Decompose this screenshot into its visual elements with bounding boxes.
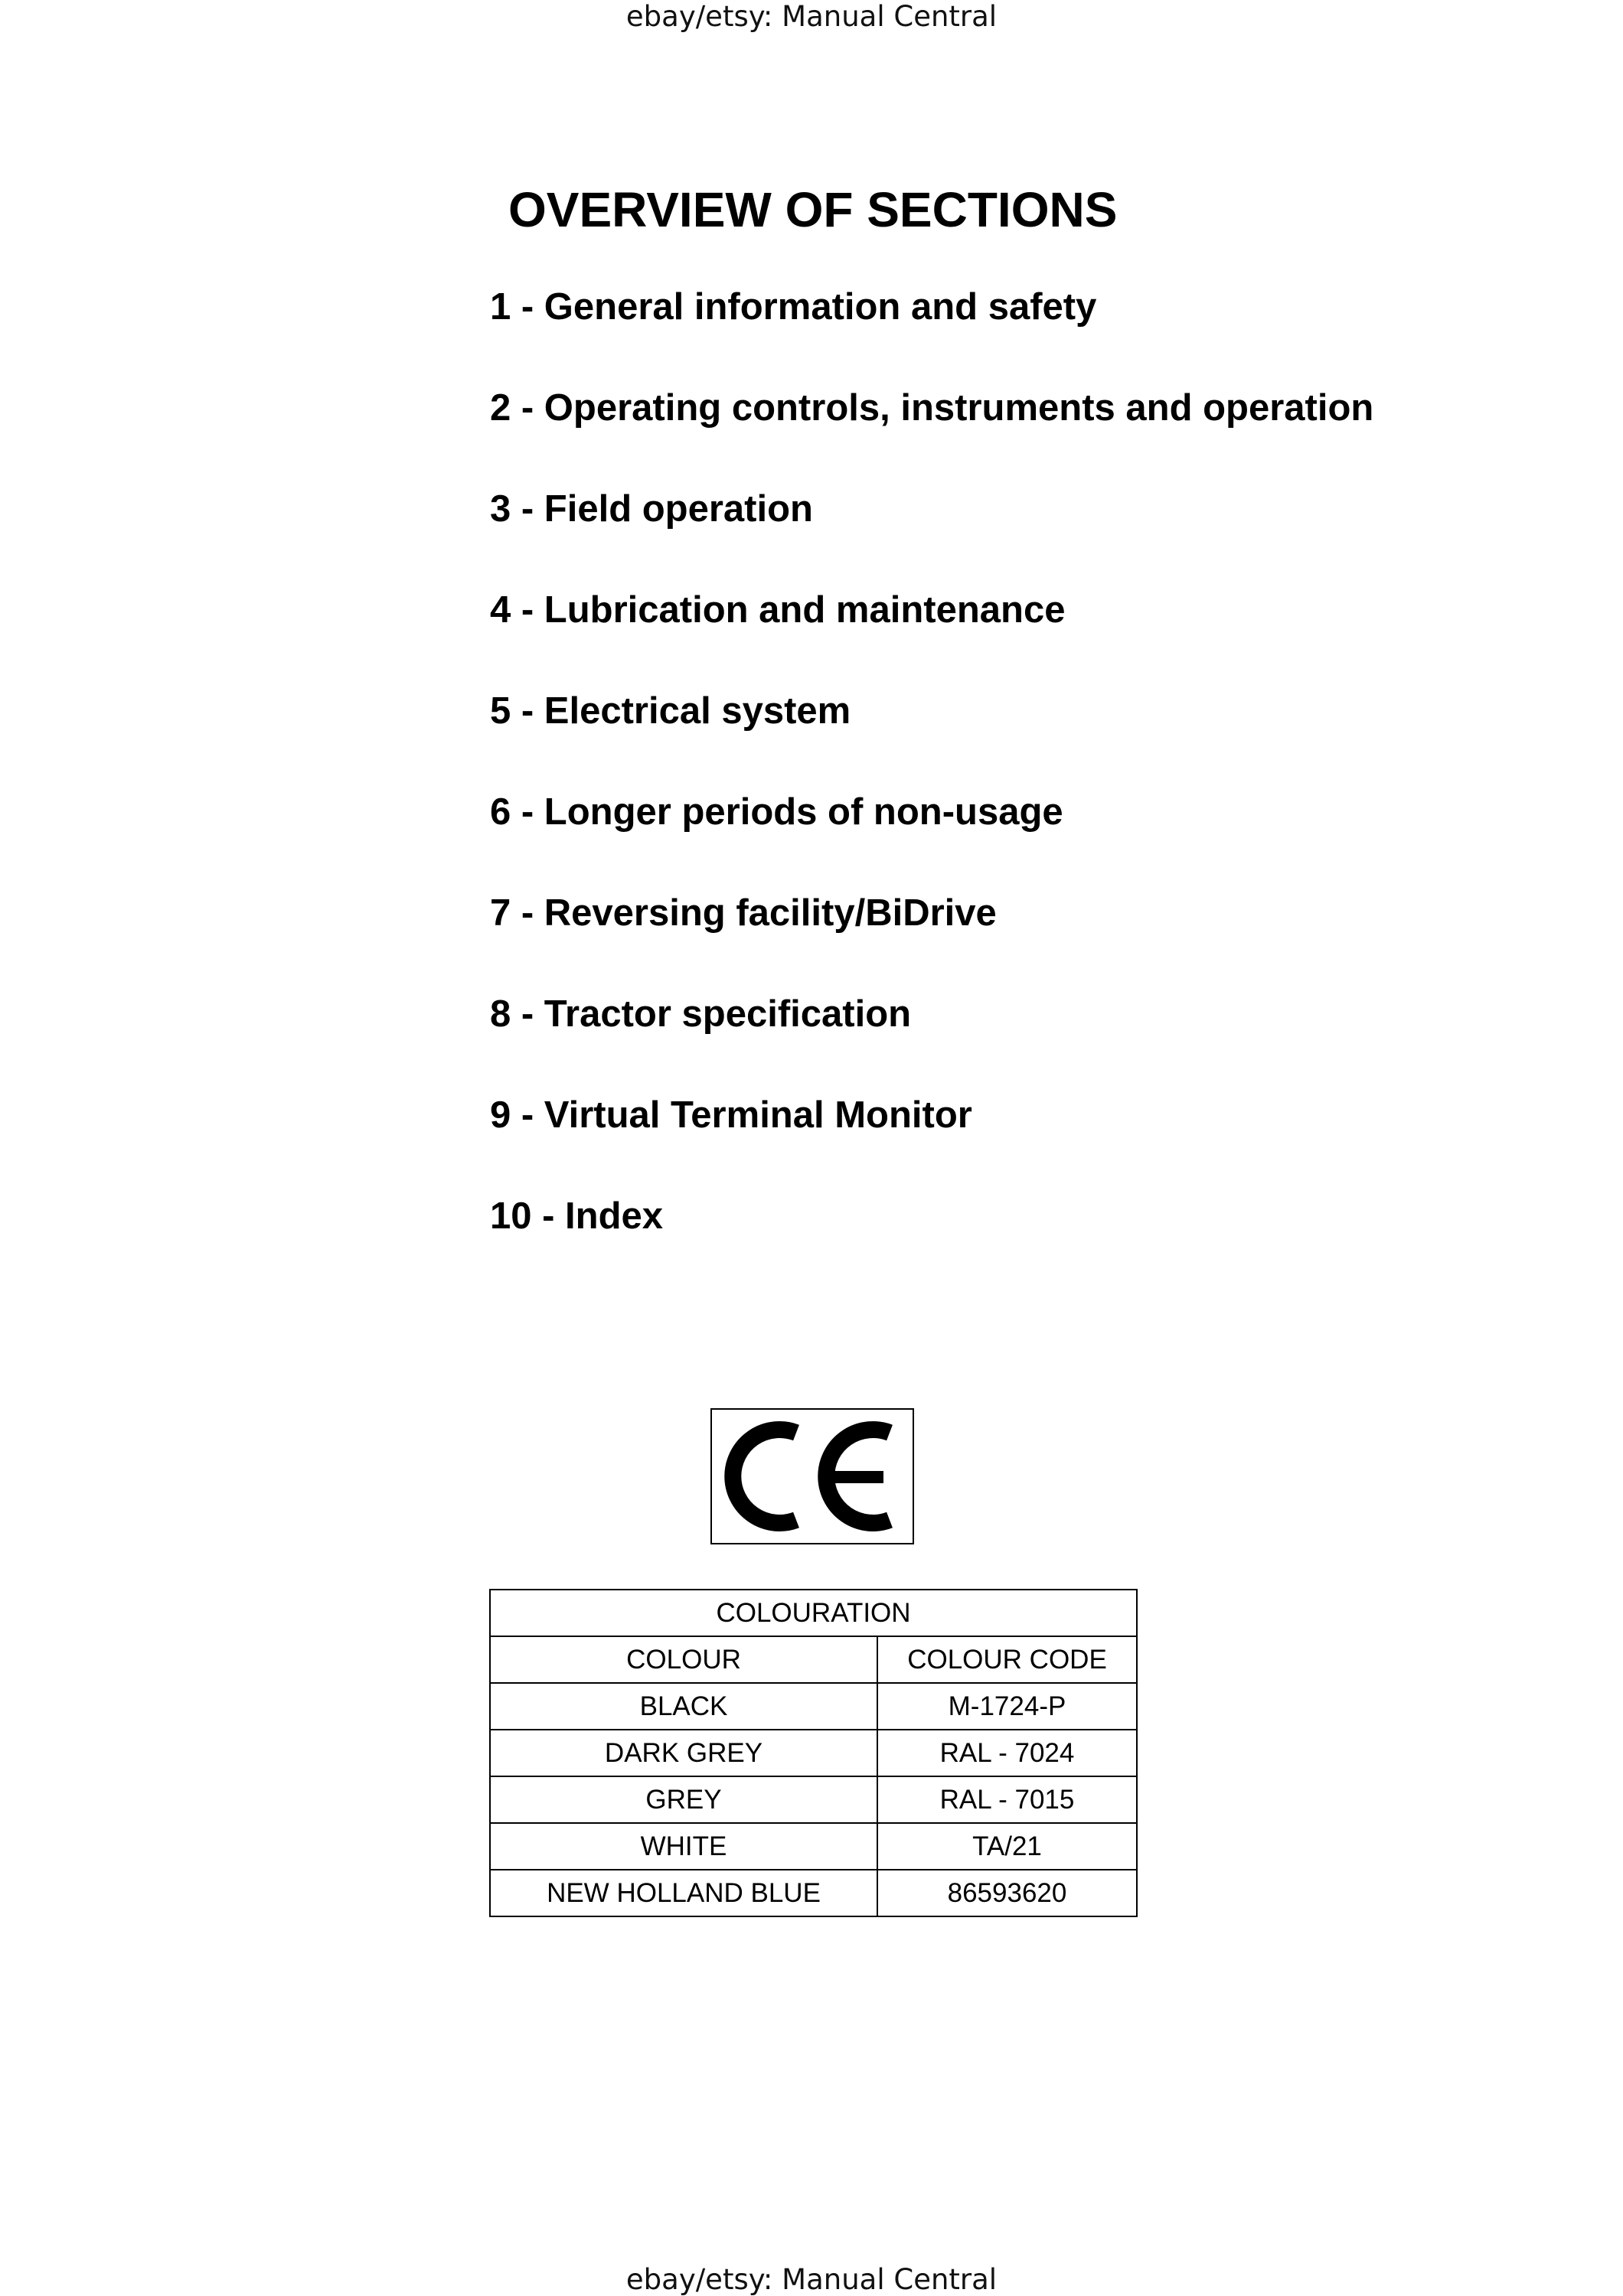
colour-code-cell: M-1724-P bbox=[877, 1683, 1137, 1730]
colour-cell: GREY bbox=[490, 1776, 877, 1823]
table-row bbox=[490, 1823, 1137, 1870]
colour-code-cell: RAL - 7024 bbox=[877, 1730, 1137, 1776]
table-row bbox=[490, 1683, 1137, 1730]
column-header-colour: COLOUR bbox=[490, 1636, 877, 1683]
colour-cell: DARK GREY bbox=[490, 1730, 877, 1776]
section-item: 1 - General information and safety bbox=[490, 286, 1097, 328]
section-item: 4 - Lubrication and maintenance bbox=[490, 589, 1066, 631]
section-item: 6 - Longer periods of non-usage bbox=[490, 791, 1063, 833]
section-item: 8 - Tractor specification bbox=[490, 993, 912, 1035]
table-row bbox=[490, 1730, 1137, 1776]
section-item: 3 - Field operation bbox=[490, 488, 813, 530]
table-row bbox=[490, 1776, 1137, 1823]
section-item: 2 - Operating controls, instruments and operation bbox=[490, 387, 1374, 429]
colour-cell: BLACK bbox=[490, 1683, 877, 1730]
watermark-bottom: ebay/etsy: Manual Central bbox=[625, 2263, 998, 2296]
section-item: 9 - Virtual Terminal Monitor bbox=[490, 1094, 972, 1136]
section-item: 5 - Electrical system bbox=[490, 690, 851, 732]
ce-mark-icon bbox=[710, 1408, 914, 1544]
colour-code-cell: RAL - 7015 bbox=[877, 1776, 1137, 1823]
colour-code-cell: TA/21 bbox=[877, 1823, 1137, 1870]
colouration-table bbox=[489, 1589, 1138, 1917]
section-item: 10 - Index bbox=[490, 1195, 664, 1237]
column-header-colour-code: COLOUR CODE bbox=[877, 1636, 1137, 1683]
colour-cell: NEW HOLLAND BLUE bbox=[490, 1870, 877, 1916]
colour-code-cell: 86593620 bbox=[877, 1870, 1137, 1916]
watermark-top: ebay/etsy: Manual Central bbox=[625, 0, 998, 33]
section-item: 7 - Reversing facility/BiDrive bbox=[490, 892, 997, 934]
table-caption: COLOURATION bbox=[490, 1590, 1137, 1636]
table-row bbox=[490, 1870, 1137, 1916]
page-title: OVERVIEW OF SECTIONS bbox=[508, 182, 1118, 237]
colour-cell: WHITE bbox=[490, 1823, 877, 1870]
